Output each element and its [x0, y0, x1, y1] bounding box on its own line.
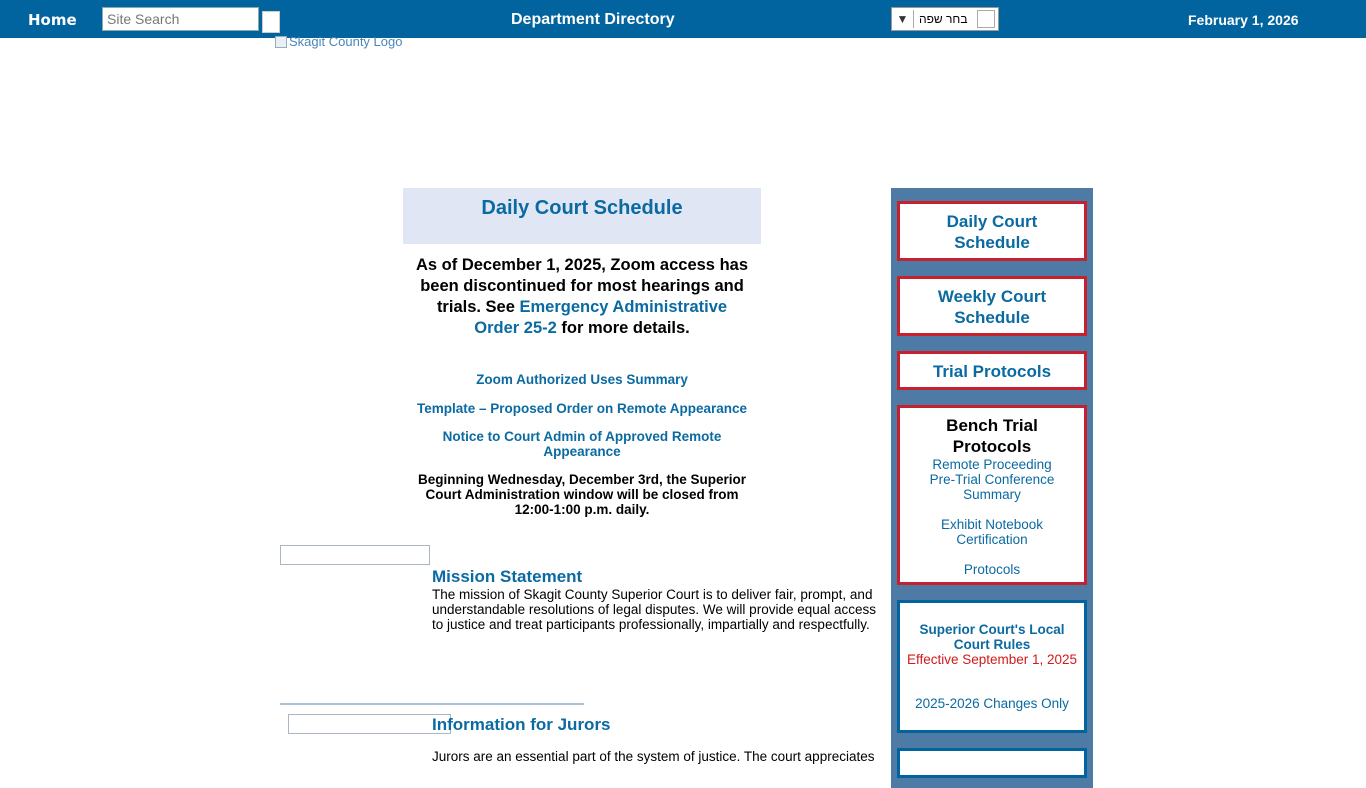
logo-alt-text: Skagit County Logo [289, 34, 403, 49]
sidebar-trial-protocols-button[interactable] [897, 351, 1087, 390]
remote-appearance-notice-link[interactable]: Notice to Court Admin of Approved Remote Appearance [442, 429, 722, 459]
mission-text: The mission of Skagit County Superior Court is to deliver fair, prompt, and understandable resolutions of legal disputes. We will provide equal access to justice and treat participants professionally, impartially and respectfully. [432, 587, 877, 632]
schedule-title-box [403, 188, 761, 244]
window-closure-notice: Beginning Wednesday, December 3rd, the Superior Court Administration window will be closed from 12:00-1:00 p.m. daily. [417, 472, 747, 517]
remote-proceeding-link[interactable]: Remote Proceeding [932, 457, 1052, 472]
local-rules-effective-date: Effective September 1, 2025 [906, 652, 1078, 667]
exhibit-certification-link[interactable]: Exhibit Notebook Certification [940, 517, 1044, 547]
broken-image-icon [275, 36, 287, 48]
site-search-input[interactable] [102, 7, 259, 31]
sidebar-local-rules-box [897, 600, 1087, 733]
pretrial-summary-link[interactable]: Pre-Trial Conference Summary [929, 472, 1055, 502]
rule-changes-link[interactable]: 2025-2026 Changes Only [915, 696, 1069, 711]
county-logo[interactable] [275, 34, 402, 49]
jurors-image [288, 714, 451, 734]
page-title: Daily Court Schedule [481, 197, 683, 219]
translate-icon [977, 10, 995, 28]
bench-trial-title: Bench Trial Protocols [946, 416, 1038, 456]
current-date: February 1, 2026 [1188, 12, 1299, 28]
jurors-text: Jurors are an essential part of the system of justice. The court appreciates [432, 749, 875, 764]
section-divider [280, 703, 584, 705]
weekly-schedule-label: Weekly Court Schedule [937, 287, 1047, 327]
zoom-summary-link[interactable]: Zoom Authorized Uses Summary [476, 372, 688, 387]
notice-text-after: for more details. [556, 319, 690, 337]
notice-text-before: As of December 1, 2025, Zoom access has been discontinued for most hearings and trials. See [416, 256, 748, 316]
home-link[interactable]: Home [28, 11, 77, 29]
mission-image [280, 545, 430, 565]
jurors-title[interactable]: Information for Jurors [432, 715, 611, 734]
search-icon[interactable] [262, 11, 280, 33]
local-rules-link[interactable]: Superior Court's Local Court Rules [919, 622, 1065, 652]
mission-title: Mission Statement [432, 567, 583, 586]
emergency-order-link[interactable]: Emergency Administrative Order 25-2 [474, 298, 728, 337]
zoom-notice [413, 255, 751, 339]
top-navigation-bar [0, 0, 1366, 38]
dropdown-arrow-icon: ▼ [892, 10, 914, 28]
proposed-order-template-link[interactable]: Template – Proposed Order on Remote Appearance [416, 401, 748, 416]
trial-protocols-label: Trial Protocols [932, 362, 1052, 381]
sidebar-daily-schedule-button[interactable] [897, 201, 1087, 261]
sidebar-weekly-schedule-button[interactable] [897, 276, 1087, 336]
department-directory-link[interactable]: Department Directory [511, 11, 675, 28]
sidebar-bench-trial-box [897, 405, 1087, 585]
language-select[interactable] [891, 7, 999, 31]
protocols-link[interactable]: Protocols [963, 562, 1021, 577]
daily-schedule-label: Daily Court Schedule [946, 212, 1038, 252]
sidebar-next-box [897, 748, 1087, 778]
language-select-label: בחר שפה [919, 12, 968, 26]
